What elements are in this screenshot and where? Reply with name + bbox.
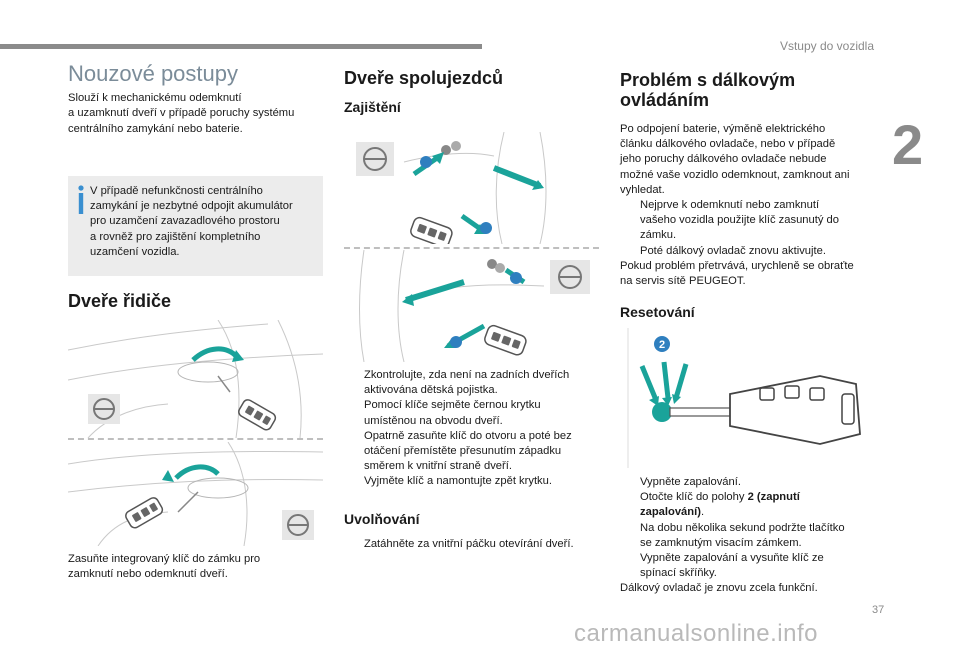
position-label: 2: [658, 339, 666, 351]
reset-heading: Resetování: [620, 304, 695, 321]
list-item: Nejprve k odemknutí nebo zamknutí vašeho vozidla použijte klíč zasunutý do zámku.: [640, 199, 840, 242]
intro-paragraph: Slouží k mechanickému odemknutí a uzamknutí dveří v případě poruchy systému centrálního zamykání nebo baterie.: [68, 92, 295, 135]
list-item: Pomocí klíče sejměte černou krytku umístěnou na obvodu dveří.: [364, 399, 541, 427]
chapter-title: Vstupy do vozidla: [779, 39, 874, 53]
locking-heading: Zajištění: [344, 99, 401, 115]
list-item: Opatrně zasuňte klíč do otvoru a poté bez otáčení přemístěte přesunutím západku směrem k vnitřní straně dveří.: [364, 429, 572, 473]
info-text: V případě nefunkčnosti centrálního zamykání je nezbytné odpojit akumulátor pro uzamčení zavazadlového prostoru a rovněž pro zajištění kompletního uzamčení vozidla.: [90, 185, 293, 258]
locking-steps: [344, 368, 599, 552]
passenger-lock-illustration-2: [344, 250, 599, 362]
passenger-doors-heading: Dveře spolujezdců: [344, 68, 504, 88]
list-item: Zatáhněte za vnitřní páčku otevírání dveří.: [364, 537, 574, 550]
reset-steps: Vypněte zapalování. Otočte klíč do polohy 2 (zapnutí zapalování). Na dobu několika sekund podržte tlačítko se zamknutým visacím zámkem. Vypněte zapalování a vysuňte klíč ze spínací skříňky. Dálkový ovladač je znovu zcela funkční.: [620, 475, 880, 597]
header-rule: [0, 44, 482, 49]
info-box: [68, 176, 323, 276]
separator: [68, 438, 323, 440]
page-number: 37: [872, 604, 885, 616]
list-item: Otočte klíč do polohy 2 (zapnutí zapalování).: [640, 491, 800, 519]
column-emergency: [68, 61, 328, 137]
column-remote: Problém s dálkovým ovládáním Po odpojení baterie, výměně elektrického článku dálkového ovladače, nebo v případě jeho poruchy dálkového ovladače nebude možné vaše vozidlo odemknout, zamknout ani vyhledat. Nejprve k odemknutí nebo zamknutí vašeho vozidla použijte klíč zasunutý do zámku. Poté dálkový ovladač znovu aktivujte. Pokud problém přetrvává, urychleně se obraťte na servis sítě PEUGEOT. Resetování: [620, 70, 880, 320]
key-reset-illustration: [620, 328, 875, 468]
list-item: Na dobu několika sekund podržte tlačítko se zamknutým visacím zámkem.: [640, 521, 845, 549]
driver-caption: Zasuňte integrovaný klíč do zámku pro zamknutí nebo odemknutí dveří.: [68, 553, 261, 581]
watermark: carmanualsonline.info: [574, 620, 818, 647]
chapter-number: 2: [892, 113, 924, 176]
driver-door-lock-illustration: [68, 320, 323, 438]
driver-door-unlock-illustration: [68, 442, 323, 546]
list-item: Poté dálkový ovladač znovu aktivujte.: [640, 244, 826, 257]
passenger-lock-illustration-1: [344, 132, 599, 244]
section-title: Nouzové postupy: [68, 61, 238, 86]
list-item: Vypněte zapalování a vysuňte klíč ze spínací skříňky.: [640, 552, 824, 580]
list-item: Vypněte zapalování.: [640, 476, 741, 488]
unlocking-heading: Uvolňování: [344, 510, 420, 527]
list-item: Zkontrolujte, zda není na zadních dveřích aktivována dětská pojistka.: [364, 369, 570, 397]
remote-problem-heading: Problém s dálkovým ovládáním: [620, 70, 796, 110]
driver-door-heading: Dveře řidiče: [68, 291, 172, 311]
list-item: Vyjměte klíč a namontujte zpět krytku.: [364, 475, 552, 488]
info-icon: [78, 185, 84, 215]
separator: [344, 247, 599, 249]
